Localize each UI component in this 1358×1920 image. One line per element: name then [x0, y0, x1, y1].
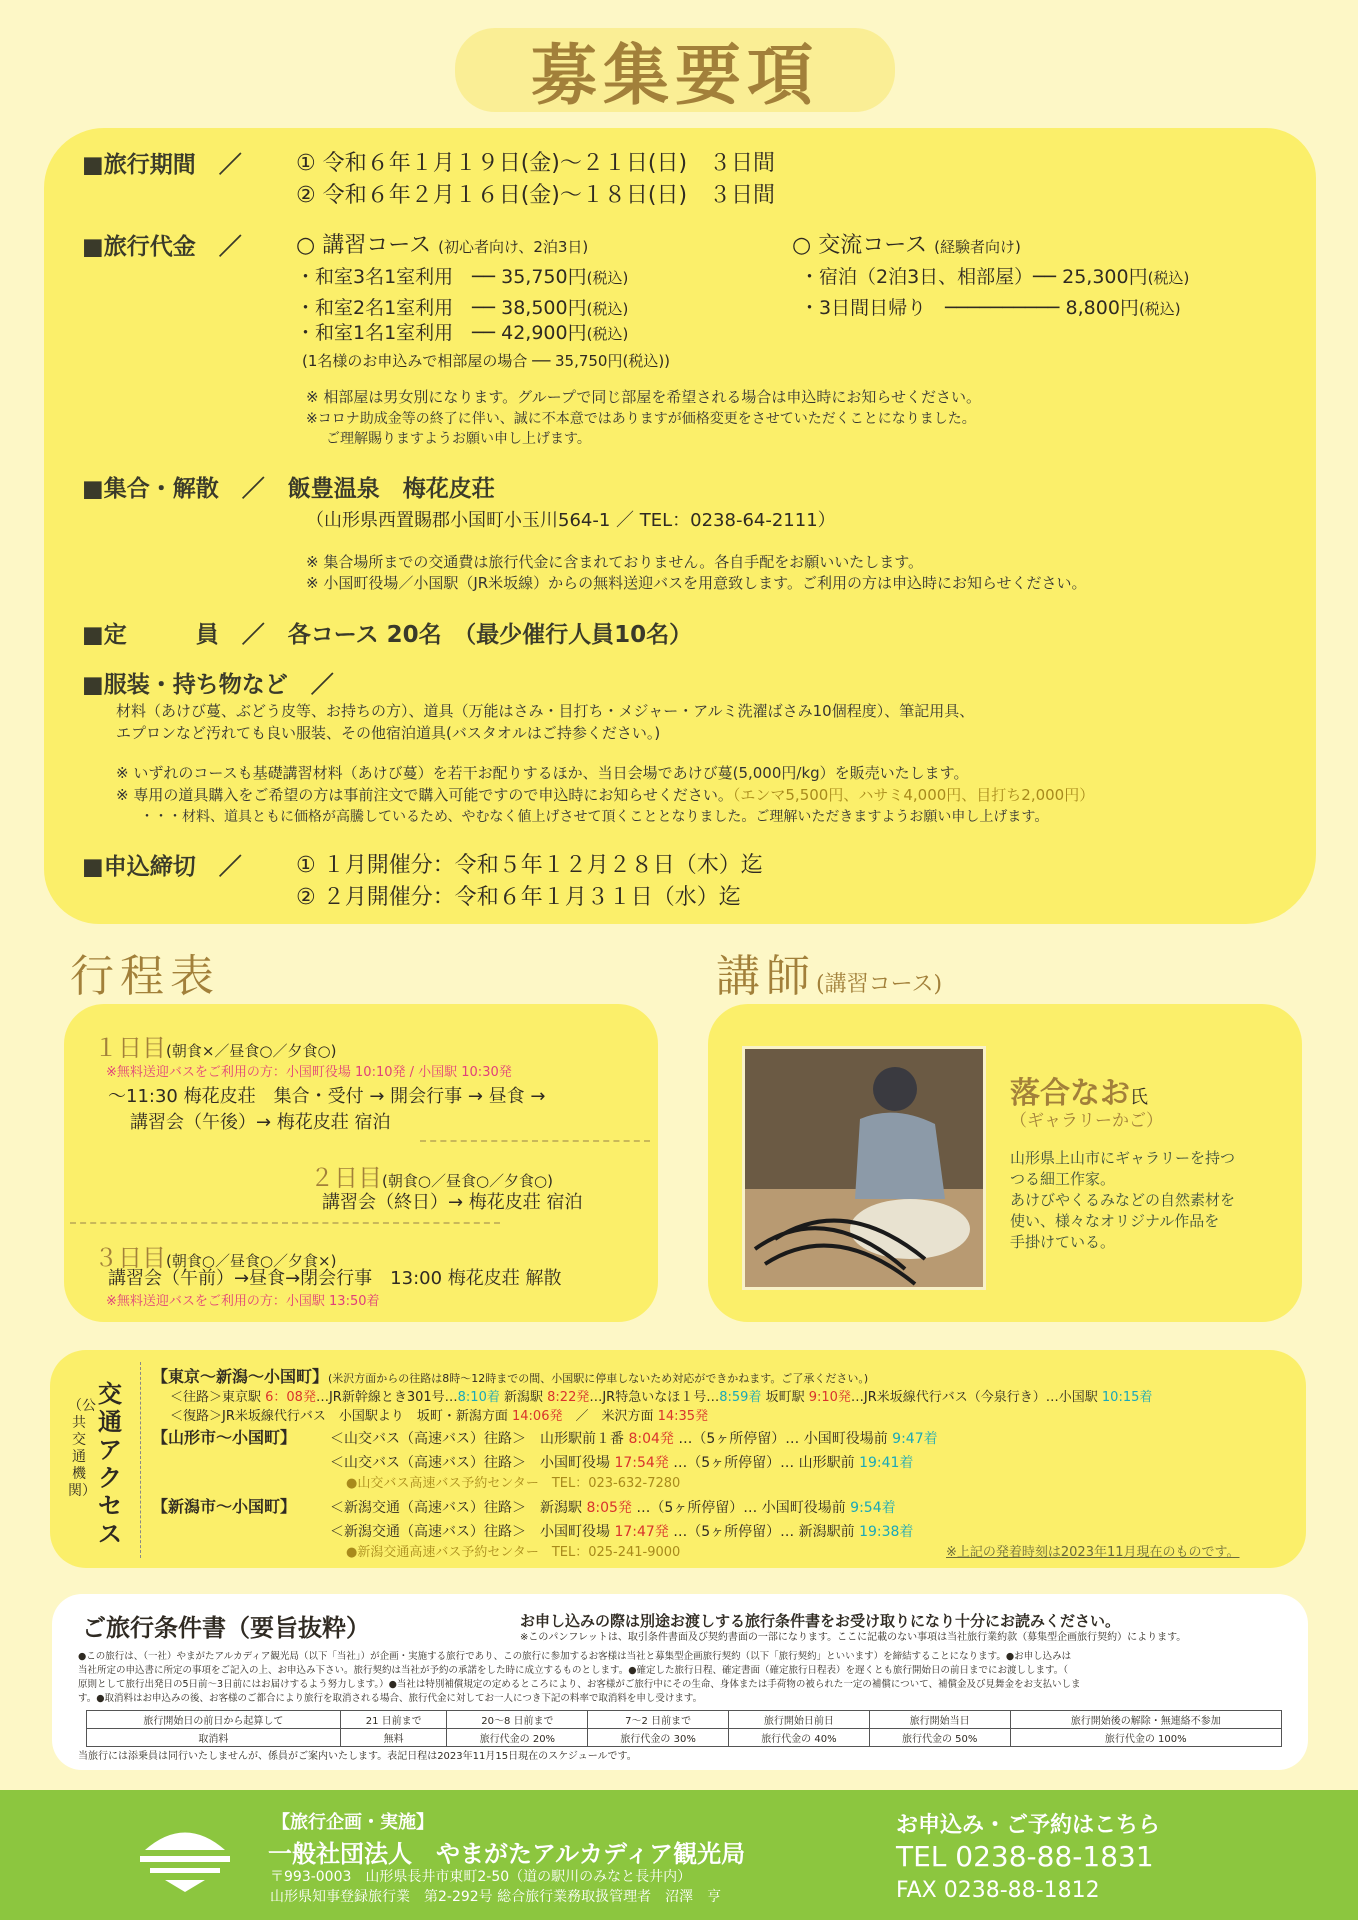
table-cell: 20～8 日前まで — [447, 1711, 588, 1729]
tokyo-remark: (米沢方面からの往路は8時～12時までの間、小国駅に停車しないため対応ができかねます。ご了承ください。) — [328, 1372, 869, 1385]
route-text: …JR新幹線とき301号… — [315, 1390, 458, 1405]
instructor-heading-text: 講師 — [716, 951, 816, 1002]
course1-item-3 — [296, 318, 628, 345]
price-label: ■旅行代金 ／ — [82, 234, 242, 260]
day3-title: ３日目 — [94, 1244, 166, 1272]
table-cell: 旅行開始後の解除・無連絡不参加 — [1010, 1711, 1281, 1729]
dep-time: 8:05発 — [586, 1500, 632, 1516]
course1-name — [296, 228, 588, 259]
price-note-3: ご理解賜りますようお願い申し上げます。 — [326, 431, 591, 447]
table-cell: 旅行代金の 100% — [1010, 1729, 1281, 1747]
period-label: ■旅行期間 ／ — [82, 152, 242, 178]
room-type: ・和室3名1室利用 ── — [296, 266, 496, 288]
day2-line-1: 講習会（終日）→ 梅花皮荘 宿泊 — [322, 1192, 583, 1213]
instructor-bio — [1010, 1148, 1235, 1253]
items-note-2-text: ※ 専用の道具購入をご希望の方は事前注文で購入可能ですので申込時にお知らせください。 — [116, 786, 733, 804]
route-text: ＜新潟交通（高速バス）往路＞ 小国町役場 — [330, 1524, 615, 1540]
price-note-1: ※ 相部屋は男女別になります。グループで同じ部屋を希望される場合は申込時にお知らせください。 — [306, 388, 981, 406]
conditions-line: 原則として旅行出発日の5日前～3日前にはお届けするよう努力します。）●当社は特別補償規定の定めるところにより、お客様がご旅行中にその生命、身体または手荷物の被られた一定の補償について、補償金及び見舞金をお支払いしま — [78, 1679, 1081, 1690]
arr-time: 19:38着 — [859, 1524, 914, 1540]
tokyo-route — [152, 1364, 868, 1387]
room-type: ・和室2名1室利用 ── — [296, 297, 496, 319]
table-cell: 21 日前まで — [340, 1711, 447, 1729]
access-subtitle: （公共交通機関） — [68, 1398, 96, 1499]
course1-item-2 — [296, 293, 628, 320]
items-note-2 — [116, 784, 1094, 805]
dep-time: 9:10発 — [808, 1390, 851, 1405]
niigata-center: ●新潟交通高速バス予約センター TEL：025-241-9000 — [346, 1545, 681, 1560]
stay-price: 8,800円 — [1065, 297, 1139, 319]
dep-time: 6：08発 — [265, 1390, 316, 1405]
dep-time: 14:06発 — [512, 1409, 563, 1424]
bio-line: つる細工作家。 — [1010, 1170, 1116, 1188]
arr-time: 10:15着 — [1101, 1390, 1153, 1405]
conditions-footer: 当旅行には添乗員は同行いたしませんが、係員がご案内いたします。表記日程は2023年11月15日現在のスケジュールです。 — [78, 1751, 637, 1762]
arr-time: 8:10着 — [457, 1390, 500, 1405]
route-text: …（5ヶ所停留）… 山形駅前 — [668, 1455, 860, 1471]
route-text: …JR米坂線代行バス（今泉行き）…小国駅 — [850, 1390, 1102, 1405]
day3-meals: (朝食○／昼食○／夕食×) — [166, 1252, 337, 1270]
honorific: 氏 — [1130, 1087, 1148, 1108]
meeting-label: ■集合・解散 ／ 飯豊温泉 梅花皮荘 — [82, 476, 495, 502]
organizer-logo-icon — [140, 1820, 230, 1896]
deadline-item-1: ① １月開催分：令和５年１２月２８日（木）迄 — [296, 853, 763, 878]
conditions-lead: お申し込みの際は別途お渡しする旅行条件書をお受け取りになり十分にお読みください。 — [520, 1612, 1121, 1630]
conditions-line: ●この旅行は、（一社）やまがたアルカディア観光局（以下「当社」）が企画・実施する旅行であり、この旅行に参加するお客様は当社と募集型企画旅行契約（以下「旅行契約」といいます）を締結することになります。●お申し込みは — [78, 1651, 1072, 1662]
course1-sub: (初心者向け、2泊3日) — [438, 238, 589, 256]
table-cell: 旅行開始当日 — [869, 1711, 1010, 1729]
dep-time: 8:22発 — [547, 1390, 590, 1405]
yamagata-head: 【山形市～小国町】 — [152, 1428, 297, 1447]
dep-time: 17:54発 — [614, 1455, 669, 1471]
niigata-line-2 — [330, 1521, 913, 1541]
items-note-1: ※ いずれのコースも基礎講習材料（あけび蔓）を若干お配りするほか、当日会場であけび蔓(5,000円/kg）を販売いたします。 — [116, 764, 969, 782]
price-note-2: ※コロナ助成金等の終了に伴い、誠に不本意ではありますが価格変更をさせていただくことになりました。 — [306, 411, 976, 427]
items-line-2: エプロンなど汚れても良い服装、その他宿泊道具(バスタオルはご持参ください。) — [116, 724, 661, 742]
room-type: ・和室1名1室利用 ── — [296, 322, 496, 344]
itinerary-heading: 行程表 — [70, 951, 220, 1002]
tokyo-head: 【東京～新潟～小国町】 — [152, 1367, 329, 1386]
table-row — [87, 1711, 1282, 1729]
footer-label: 【旅行企画・実施】 — [272, 1812, 434, 1833]
conditions-body — [78, 1650, 1290, 1706]
day1-meals: (朝食×／昼食○／夕食○) — [166, 1042, 337, 1060]
niigata-line-1 — [330, 1497, 896, 1517]
access-footnote: ※上記の発着時刻は2023年11月現在のものです。 — [946, 1545, 1240, 1560]
route-text: ＜山交バス（高速バス）往路＞ 小国町役場 — [330, 1455, 615, 1471]
bio-line: 手掛けている。 — [1010, 1233, 1116, 1251]
tax-label: (税込) — [586, 269, 629, 287]
course1-title: ○ 講習コース — [296, 233, 432, 258]
tool-prices: （エンマ5,500円、ハサミ4,000円、目打ち2,000円） — [732, 786, 1095, 804]
contact-fax: FAX 0238-88-1812 — [896, 1878, 1100, 1903]
organizer-name: 一般社団法人 やまがたアルカディア観光局 — [268, 1840, 746, 1868]
route-text: …（5ヶ所停留）… 新潟駅前 — [668, 1524, 860, 1540]
conditions-line: 当社所定の申込書に所定の事項をご記入の上、お申込み下さい。旅行契約は当社が予約の承諾をした時に成立するものとします。●確定した旅行日程、確定書面（確定旅行日程表）を遅くとも旅行開始日の前日までにお渡しします。（ — [78, 1665, 1069, 1676]
conditions-line: す。●取消料はお申込みの後、お客様のご都合により旅行を取消される場合、旅行代金に対してお一人につき下記の料率で取消料を申し受けます。 — [78, 1693, 703, 1704]
tokyo-outbound — [170, 1386, 1152, 1405]
organizer-address: 〒993-0003 山形県長井市東町2-50（道の駅川のみなと長井内） — [270, 1869, 692, 1885]
photo-illustration — [745, 1049, 986, 1290]
table-cell: 旅行開始日の前日から起算して — [87, 1711, 341, 1729]
day-divider — [70, 1222, 500, 1224]
items-label: ■服装・持ち物など ／ — [82, 672, 334, 698]
day1-line-1: ～11:30 梅花皮荘 集合・受付 → 開会行事 → 昼食 → — [108, 1086, 546, 1107]
course2-item-1 — [800, 262, 1189, 289]
route-text: …JR特急いなほ１号… — [589, 1390, 720, 1405]
access-title: 交通アクセス — [98, 1380, 122, 1548]
tax-label: (税込) — [1147, 269, 1190, 287]
items-line-1: 材料（あけび蔓、ぶどう皮等、お持ちの方）、道具（万能はさみ・目打ち・メジャー・アルミ洗濯ばさみ10個程度）、筆記用具、 — [116, 702, 975, 720]
route-text: 新潟駅 — [504, 1390, 548, 1405]
yamagata-line-1 — [330, 1428, 938, 1448]
tax-label: (税込) — [1138, 300, 1181, 318]
table-cell: 旅行代金の 30% — [588, 1729, 729, 1747]
table-cell: 無料 — [340, 1729, 447, 1747]
share-room-price: (1名様のお申込みで相部屋の場合 ── 35,750円(税込)) — [302, 352, 671, 370]
capacity-label: ■定 員 ／ 各コース 20名 （最少催行人員10名） — [82, 622, 693, 648]
day1-bus: ※無料送迎バスをご利用の方：小国町役場 10:10発 / 小国駅 10:30発 — [106, 1065, 512, 1080]
table-cell: 旅行代金の 20% — [447, 1729, 588, 1747]
table-row — [87, 1729, 1282, 1747]
dep-time: 14:35発 — [657, 1409, 709, 1424]
items-note-3: ・・・材料、道具ともに価格が高騰しているため、やむなく値上げさせて頂くこととなりました。ご理解いただきますようお願い申し上げます。 — [140, 809, 1049, 825]
bio-line: あけびやくるみなどの自然素材を — [1010, 1191, 1236, 1209]
course2-title: ○ 交流コース — [792, 233, 928, 258]
course2-sub: (経験者向け) — [934, 238, 1021, 256]
day1-line-2: 講習会（午後）→ 梅花皮荘 宿泊 — [130, 1112, 391, 1133]
conditions-lead-2: ※このパンフレットは、取引条件書面及び契約書面の一部になります。ここに記載のない事項は当社旅行業約款（募集型企画旅行契約）によります。 — [520, 1632, 1187, 1643]
day1-header — [94, 1028, 336, 1063]
instructor-name: 落合なお — [1010, 1076, 1130, 1111]
table-cell: 旅行代金の 50% — [869, 1729, 1010, 1747]
stay-type: ・3日間日帰り ────────── — [800, 297, 1060, 319]
deadline-item-2: ② ２月開催分：令和６年１月３１日（水）迄 — [296, 885, 741, 910]
instructor-heading-sub: (講習コース) — [816, 972, 943, 997]
contact-tel[interactable]: TEL 0238-88-1831 — [896, 1840, 1154, 1873]
room-price: 35,750円 — [501, 266, 587, 288]
tax-label: (税込) — [586, 325, 629, 343]
stay-type: ・宿泊（2泊3日、相部屋）── — [800, 266, 1057, 288]
day1-title: １日目 — [94, 1034, 166, 1062]
dep-time: 17:47発 — [614, 1524, 669, 1540]
course1-item-1 — [296, 262, 628, 289]
meeting-address: （山形県西置賜郡小国町小玉川564-1 ／ TEL：0238-64-2111） — [306, 510, 836, 531]
dep-time: 8:04発 — [628, 1431, 674, 1447]
day3-bus: ※無料送迎バスをご利用の方：小国駅 13:50着 — [106, 1294, 380, 1309]
route-text: ／ 米沢方面 — [562, 1409, 658, 1424]
bio-line: 山形県上山市にギャラリーを持つ — [1010, 1149, 1236, 1167]
instructor-gallery: （ギャラリーかご） — [1010, 1111, 1163, 1131]
yamagata-center: ●山交バス高速バス予約センター TEL：023-632-7280 — [346, 1476, 681, 1491]
access-divider — [140, 1362, 141, 1558]
period-item-2: ② 令和６年２月１６日(金)～１８日(日) ３日間 — [296, 183, 776, 208]
organizer-license: 山形県知事登録旅行業 第2-292号 総合旅行業務取扱管理者 沼澤 亨 — [270, 1889, 722, 1905]
course2-item-2 — [800, 293, 1181, 320]
deadline-label: ■申込締切 ／ — [82, 854, 242, 880]
route-text: ＜新潟交通（高速バス）往路＞ 新潟駅 — [330, 1500, 587, 1516]
route-text: ＜復路＞JR米坂線代行バス 小国駅より 坂町・新潟方面 — [170, 1409, 512, 1424]
yamagata-line-2 — [330, 1452, 913, 1472]
niigata-head: 【新潟市～小国町】 — [152, 1497, 297, 1516]
table-cell: 旅行代金の 40% — [729, 1729, 870, 1747]
table-cell: 旅行開始日前日 — [729, 1711, 870, 1729]
day2-meals: (朝食○／昼食○／夕食○) — [382, 1172, 553, 1190]
day-divider — [420, 1140, 650, 1142]
tax-label: (税込) — [586, 300, 629, 318]
table-cell: 7～2 日前まで — [588, 1711, 729, 1729]
instructor-heading — [716, 940, 942, 1004]
course2-name — [792, 228, 1021, 259]
stay-price: 25,300円 — [1062, 266, 1148, 288]
cancel-fee-table — [86, 1710, 1282, 1747]
arr-time: 8:59着 — [719, 1390, 762, 1405]
table-cell: 取消料 — [87, 1729, 341, 1747]
arr-time: 19:41着 — [859, 1455, 914, 1471]
route-text: …（5ヶ所停留）… 小国町役場前 — [631, 1500, 851, 1516]
meeting-note-2: ※ 小国町役場／小国駅（JR米坂線）からの無料送迎バスを用意致します。ご利用の方は申込時にお知らせください。 — [306, 574, 1087, 592]
route-text: 坂町駅 — [765, 1390, 809, 1405]
contact-cta: お申込み・ご予約はこちら — [896, 1813, 1161, 1838]
conditions-title: ご旅行条件書（要旨抜粋） — [82, 1614, 370, 1642]
arr-time: 9:54着 — [850, 1500, 896, 1516]
route-text: ＜山交バス（高速バス）往路＞ 山形駅前１番 — [330, 1431, 629, 1447]
day2-title: ２日目 — [310, 1164, 382, 1192]
route-text: …（5ヶ所停留）… 小国町役場前 — [673, 1431, 893, 1447]
day3-line-1: 講習会（午前）→昼食→閉会行事 13:00 梅花皮荘 解散 — [108, 1268, 562, 1289]
meeting-note-1: ※ 集合場所までの交通費は旅行代金に含まれておりません。各自手配をお願いいたします。 — [306, 553, 924, 571]
room-price: 38,500円 — [501, 297, 587, 319]
period-item-1: ① 令和６年１月１９日(金)～２１日(日) ３日間 — [296, 151, 776, 176]
bio-line: 使い、様々なオリジナル作品を — [1010, 1212, 1220, 1230]
instructor-photo — [742, 1046, 986, 1290]
arr-time: 9:47着 — [892, 1431, 938, 1447]
route-text: ＜往路＞東京駅 — [170, 1390, 266, 1405]
page-title: 募集要項 — [531, 36, 819, 114]
tokyo-inbound — [170, 1405, 708, 1424]
room-price: 42,900円 — [501, 322, 587, 344]
